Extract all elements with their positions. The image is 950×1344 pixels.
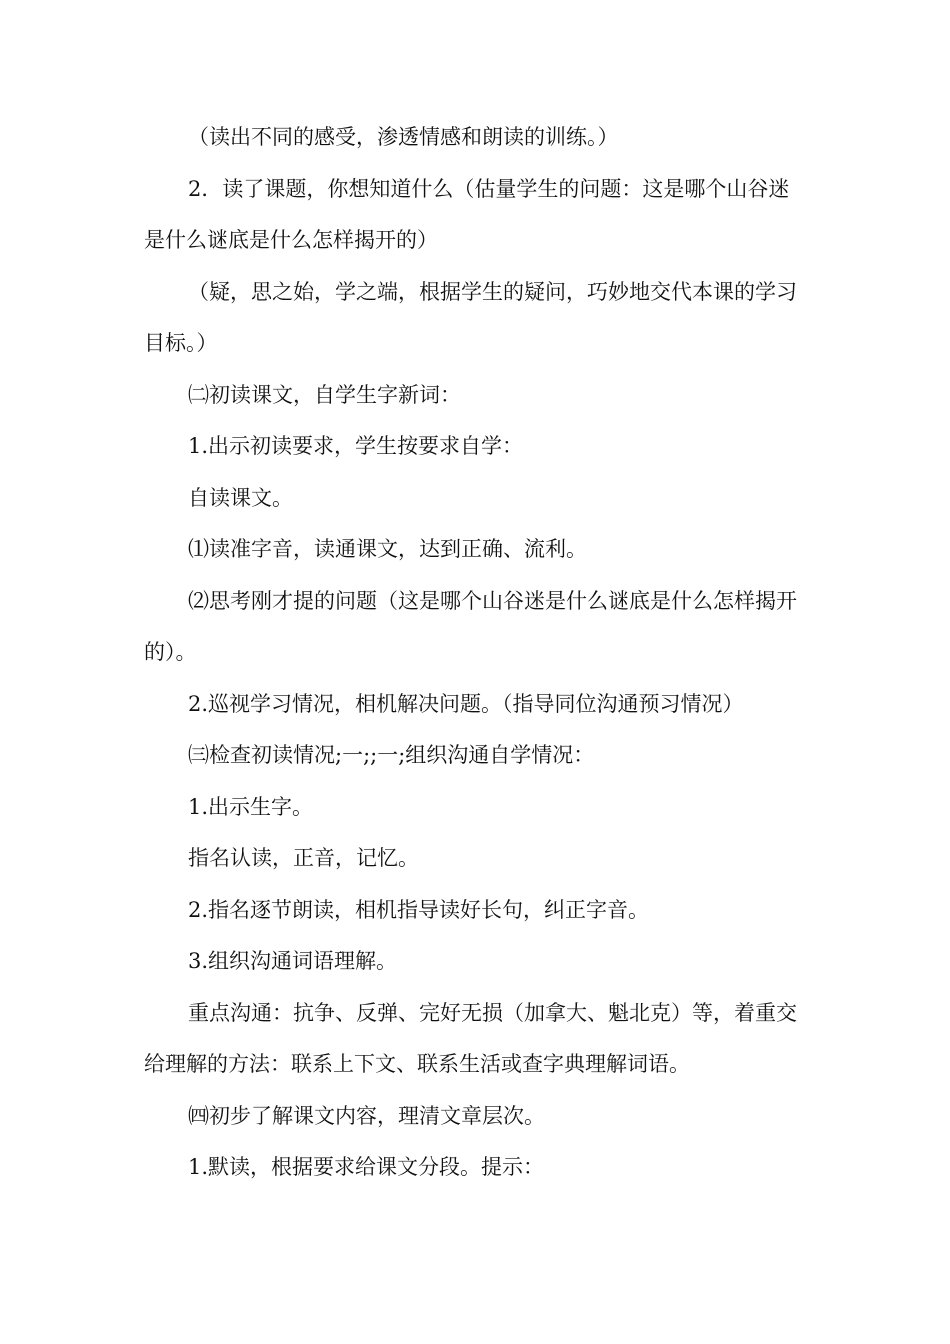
paragraph: 1.出示初读要求，学生按要求自学： — [188, 434, 524, 458]
paragraph: 1.出示生字。 — [188, 794, 314, 819]
paragraph: ⑴读准字音，读通课文，达到正确、流利。 — [188, 537, 587, 561]
paragraph: 2．读了课题，你想知道什么（估量学生的问题：这是哪个山谷迷是什么谜底是什么怎样揭开的） — [144, 176, 790, 252]
paragraph: 2.巡视学习情况，相机解决问题。（指导同位沟通预习情况） — [188, 691, 744, 716]
paragraph: 2.指名逐节朗读，相机指导读好长句，纠正字音。 — [188, 897, 650, 922]
paragraph: 重点沟通：抗争、反弹、完好无损（加拿大、魁北克）等，着重交给理解的方法：联系上下文、联系生活或查字典理解词语。 — [144, 1000, 797, 1076]
section-heading: ㈡初读课文，自学生字新词： — [188, 382, 461, 407]
paragraph: 3.组织沟通词语理解。 — [188, 949, 398, 973]
paragraph: 指名认读，正音，记忆。 — [188, 846, 419, 870]
paragraph: 1.默读，根据要求给课文分段。提示： — [188, 1155, 545, 1179]
section-heading: ㈣初步了解课文内容，理清文章层次。 — [188, 1103, 545, 1128]
paragraph: （疑，思之始，学之端，根据学生的疑问，巧妙地交代本课的学习目标。） — [144, 279, 797, 355]
section-heading: ㈢检查初读情况;一;;一;组织沟通自学情况： — [188, 743, 595, 767]
document-body — [144, 112, 806, 1194]
paragraph: 自读课文。 — [188, 485, 293, 510]
paragraph: ⑵思考刚才提的问题（这是哪个山谷迷是什么谜底是什么怎样揭开的）。 — [144, 588, 797, 664]
paragraph: （读出不同的感受，渗透情感和朗读的训练。） — [188, 125, 619, 149]
